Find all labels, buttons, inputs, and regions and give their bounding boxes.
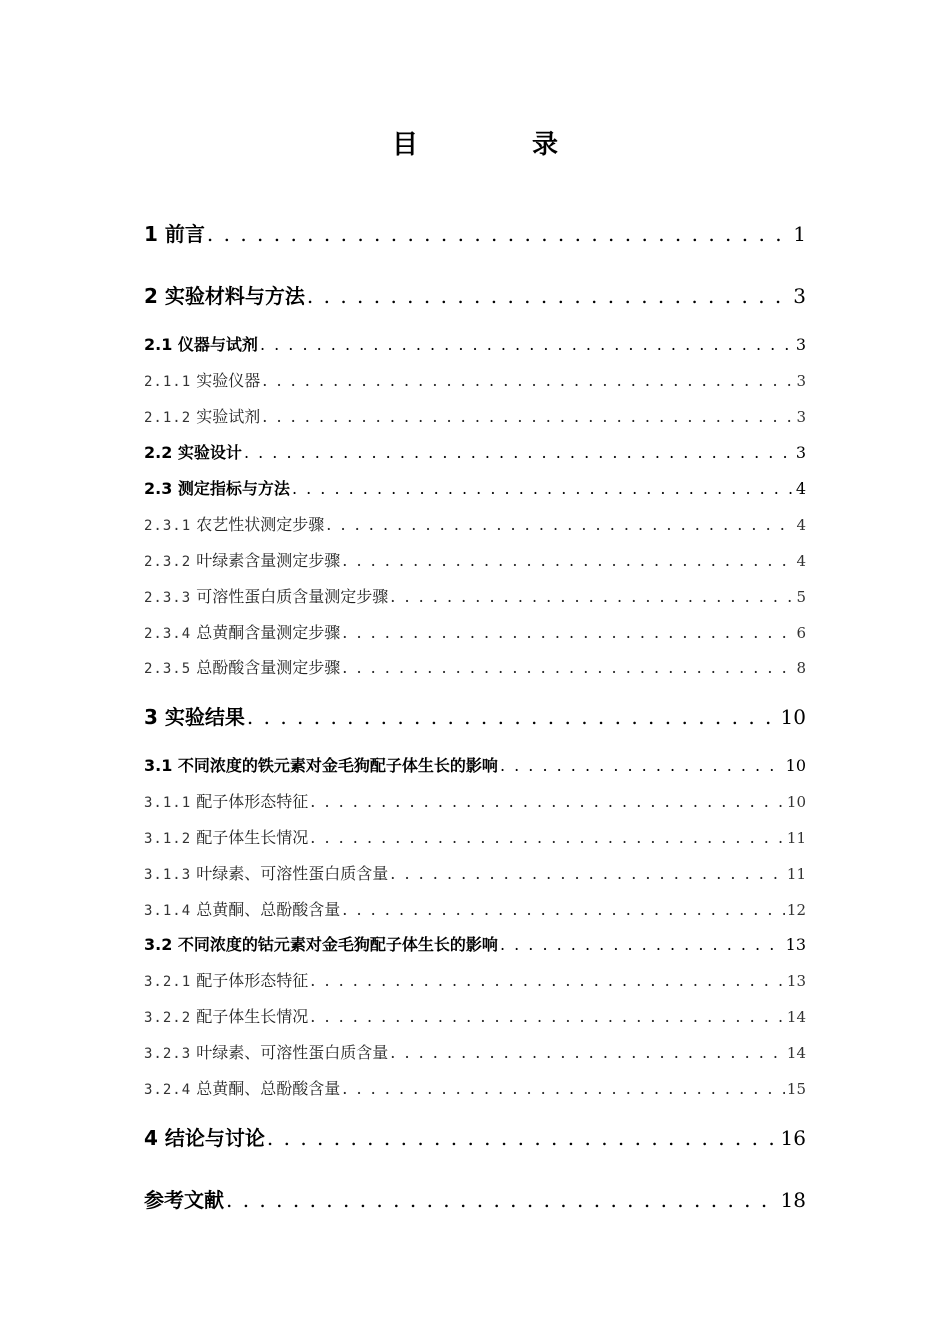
toc-entry-text: 可溶性蛋白质含量测定步骤 [196,587,389,606]
toc-entry-page: 5 [796,588,806,606]
toc-entry-text: 总黄酮含量测定步骤 [196,623,341,642]
toc-entry[interactable] [144,825,806,848]
toc-entry-page: 3 [795,443,806,462]
toc-dot-leader [292,479,794,498]
toc-entry-label [144,932,498,955]
toc-entry-page: 4 [795,479,806,498]
toc-entry-label [144,404,260,427]
toc-entry-page: 13 [785,935,806,954]
toc-entry-number: 2.1 [144,335,173,354]
toc-entry-label [144,897,340,920]
toc-entry-text: 叶绿素、可溶性蛋白质含量 [196,864,389,883]
toc-entry-page: 10 [780,705,806,729]
toc-entry-number: 2.3.5 [144,661,192,677]
toc-entry[interactable] [144,861,806,884]
toc-dot-leader [500,935,784,954]
toc-entry-label [144,1076,340,1099]
toc-dot-leader [310,971,785,990]
toc-entry-page: 3 [796,408,806,426]
toc-dot-leader [226,1188,779,1212]
toc-dot-leader [310,1007,785,1026]
toc-entry-text: 实验材料与方法 [164,284,305,308]
toc-entry-page: 6 [796,624,806,642]
toc-entry[interactable] [144,620,806,643]
toc-entry[interactable] [144,789,806,812]
toc-entry-text: 实验试剂 [196,407,261,426]
toc-entry[interactable] [144,753,806,776]
toc-entry[interactable] [144,512,806,535]
toc-dot-leader [326,515,794,534]
toc-entry-number: 2.2 [144,443,173,462]
toc-entry[interactable] [144,897,806,920]
toc-entry[interactable] [144,218,806,247]
toc-entry[interactable] [144,1122,806,1151]
toc-entry-text: 配子体生长情况 [196,828,309,847]
toc-entry-label [144,861,388,884]
toc-entry-page: 3 [795,335,806,354]
toc-entry-number: 3.1.2 [144,831,192,847]
toc-entry-page: 14 [786,1008,806,1026]
toc-entry[interactable] [144,932,806,955]
toc-entry-text: 仪器与试剂 [177,335,258,354]
toc-entry-text: 总黄酮、总酚酸含量 [196,900,341,919]
toc-dot-leader [262,371,794,390]
toc-entry-label [144,440,242,463]
toc-entry[interactable] [144,476,806,499]
toc-entry-page: 10 [785,756,806,775]
toc-entry-number: 1 [144,222,158,246]
toc-entry-text: 总黄酮、总酚酸含量 [196,1079,341,1098]
toc-entry-page: 14 [786,1044,806,1062]
toc-entry[interactable] [144,440,806,463]
toc-dot-leader [307,284,791,308]
toc-entry-page: 4 [796,516,806,534]
toc-entry-text: 农艺性状测定步骤 [196,515,325,534]
toc-entry-label [144,368,260,391]
toc-entry-page: 13 [786,972,806,990]
toc-entry-number: 3.2.4 [144,1082,192,1098]
toc-entry-page: 15 [786,1080,806,1098]
toc-entry-label [144,512,324,535]
toc-entry-label [144,825,308,848]
toc-entry-text: 不同浓度的铁元素对金毛狗配子体生长的影响 [177,756,498,775]
toc-entry[interactable] [144,1184,806,1213]
toc-entry-page: 3 [793,284,806,308]
toc-entry[interactable] [144,655,806,678]
toc-entry-number: 3 [144,705,158,729]
toc-dot-leader [390,864,785,883]
toc-dot-leader [342,1079,785,1098]
toc-entry-label [144,1122,265,1151]
toc-entry-text: 叶绿素、可溶性蛋白质含量 [196,1043,389,1062]
toc-entry-page: 12 [786,901,806,919]
toc-entry-number: 3.1 [144,756,173,775]
toc-entry-number: 3.1.1 [144,795,192,811]
toc-entry-number: 3.1.3 [144,867,192,883]
toc-entry-number: 3.2.1 [144,974,192,990]
toc-entry-number: 3.2 [144,935,173,954]
toc-entry-text: 实验设计 [177,443,242,462]
toc-entry-label [144,1040,388,1063]
toc-entry-number: 2.1.1 [144,374,192,390]
toc-entry[interactable] [144,404,806,427]
toc-entry-page: 11 [786,829,806,847]
toc-title: 目 录 [391,130,602,160]
toc-entry-number: 2 [144,284,158,308]
toc-entry-page: 10 [786,793,806,811]
toc-entry-label [144,476,290,499]
toc-entry-page: 16 [780,1126,806,1150]
toc-entry-page: 4 [796,552,806,570]
toc-entry-number: 2.3.2 [144,554,192,570]
toc-entry-label [144,280,305,309]
toc-entry-label [144,655,340,678]
toc-dot-leader [390,587,794,606]
toc-entry-text: 配子体形态特征 [196,971,309,990]
toc-entry-number: 2.3.1 [144,518,192,534]
toc-dot-leader [310,828,785,847]
toc-entry[interactable] [144,701,806,730]
toc-entry[interactable] [144,548,806,571]
toc-entry[interactable] [144,1040,806,1063]
toc-entry-label [144,1004,308,1027]
toc-entry[interactable] [144,368,806,391]
toc-entry-page: 8 [796,659,806,677]
toc-entry[interactable] [144,280,806,309]
toc-entry-page: 11 [786,865,806,883]
toc-entry-page: 1 [793,222,806,246]
toc-dot-leader [207,222,791,246]
toc-entry-number: 2.3 [144,479,173,498]
toc-entry-text: 不同浓度的钴元素对金毛狗配子体生长的影响 [177,935,498,954]
toc-entry-number: 3.2.3 [144,1046,192,1062]
toc-entry-text: 配子体生长情况 [196,1007,309,1026]
toc-entry-page: 18 [780,1188,806,1212]
toc-dot-leader [262,407,794,426]
toc-entry-label [144,968,308,991]
toc-entry-text: 配子体形态特征 [196,792,309,811]
toc-entry[interactable] [144,332,806,355]
toc-dot-leader [342,551,794,570]
toc-entry-label [144,701,245,730]
toc-dot-leader [342,658,794,677]
toc-entry[interactable] [144,584,806,607]
toc-entry-text: 叶绿素含量测定步骤 [196,551,341,570]
toc-entry-label [144,584,388,607]
toc-entry-text: 参考文献 [144,1188,224,1212]
toc-entry-label [144,753,498,776]
toc-dot-leader [247,705,779,729]
toc-entry-label [144,789,308,812]
toc-dot-leader [342,623,794,642]
toc-dot-leader [244,443,794,462]
toc-entry-label [144,332,258,355]
toc-entry-page: 3 [796,372,806,390]
toc-entry-number: 2.1.2 [144,410,192,426]
toc-entry-number: 2.3.4 [144,626,192,642]
toc-entry[interactable] [144,968,806,991]
toc-dot-leader [267,1126,779,1150]
toc-entry[interactable] [144,1004,806,1027]
toc-entry-text: 总酚酸含量测定步骤 [196,658,341,677]
toc-entry-label [144,218,205,247]
toc-entry-label [144,620,340,643]
toc-entry-number: 4 [144,1126,158,1150]
toc-entry-number: 3.2.2 [144,1010,192,1026]
toc-entry-number: 3.1.4 [144,903,192,919]
toc-entry-label [144,1184,224,1213]
toc-dot-leader [500,756,784,775]
toc-entry-text: 结论与讨论 [164,1126,265,1150]
toc-dot-leader [310,792,785,811]
toc-dot-leader [260,335,794,354]
toc-entry-text: 测定指标与方法 [177,479,290,498]
toc-entry-text: 前言 [164,222,205,246]
toc-entry[interactable] [144,1076,806,1099]
toc-entry-text: 实验仪器 [196,371,261,390]
toc-dot-leader [390,1043,785,1062]
toc-dot-leader [342,900,785,919]
toc-entry-text: 实验结果 [164,705,245,729]
toc-entry-number: 2.3.3 [144,590,192,606]
toc-entry-label [144,548,340,571]
